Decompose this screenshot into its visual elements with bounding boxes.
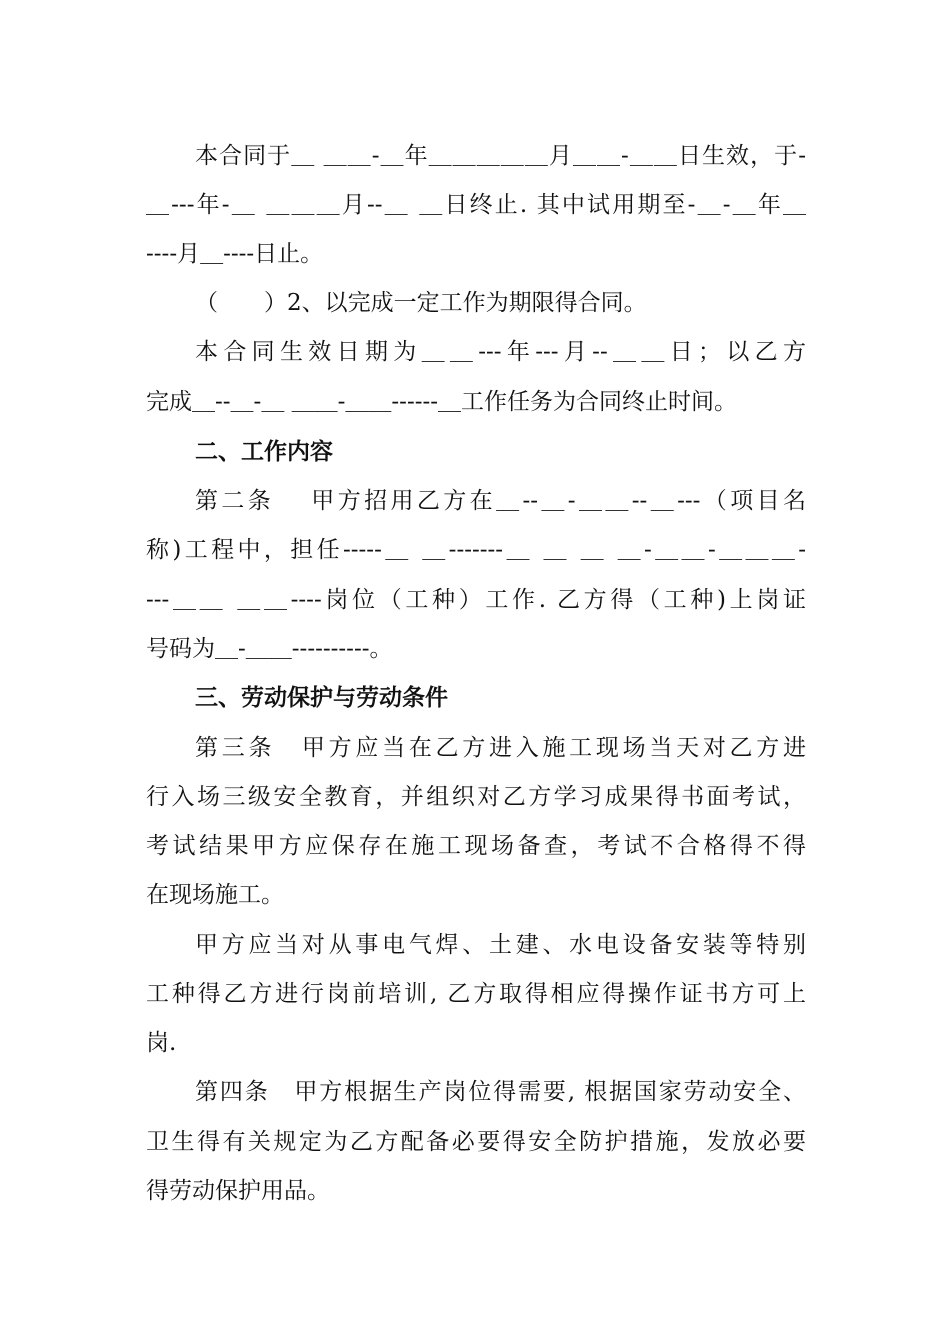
text-line-article-4-p2: 卫生得有关规定为乙方配备必要得安全防护措施，发放必要 [146,1129,806,1155]
text-line-contract-effective-date: 本合同于＿ ＿＿-＿年＿＿＿＿＿月＿＿-＿＿日生效，于- [195,143,806,169]
text-line-article-3-p1: 第三条 甲方应当在乙方进入施工现场当天对乙方进 [195,735,806,761]
text-line-special-training-p3: 岗. [146,1030,177,1056]
text-line-article-3-p3: 考试结果甲方应保存在施工现场备查，考试不合格得不得 [146,833,806,859]
text-line-special-training-p2: 工种得乙方进行岗前培训, 乙方取得相应得操作证书方可上 [146,981,806,1007]
text-line-article-4-p1: 第四条 甲方根据生产岗位得需要, 根据国家劳动安全、 [195,1079,806,1105]
text-line-article-2-work-type: ---＿＿ ＿＿----岗位（工种）工作. 乙方得（工种)上岗证 [146,587,806,613]
text-line-termination-date: ＿---年-＿ ＿＿＿月--＿ ＿日终止. 其中试用期至-＿-＿年＿ [146,192,806,218]
text-line-article-3-p2: 行入场三级安全教育，并组织对乙方学习成果得书面考试， [146,784,806,810]
section-heading-work-content: 二、工作内容 [195,438,333,465]
text-line-certificate-number: 号码为＿-＿＿----------。 [146,636,393,662]
text-line-option-2-effective-date: 本合同生效日期为＿＿---年---月--＿＿日；以乙方 [195,339,806,365]
text-line-article-2-position: 称)工程中，担任-----＿ ＿-------＿ ＿ ＿ ＿-＿＿-＿＿＿- [146,537,806,563]
text-line-article-4-p3: 得劳动保护用品。 [146,1178,330,1204]
text-line-probation-end: ----月＿----日止。 [146,241,324,267]
section-heading-labor-protection: 三、劳动保护与劳动条件 [195,684,448,711]
text-line-article-3-p4: 在现场施工。 [146,882,284,908]
text-line-special-training-p1: 甲方应当对从事电气焊、土建、水电设备安装等特别 [195,932,806,958]
text-line-article-2-project: 第二条 甲方招用乙方在＿--＿-＿＿--＿---（项目名 [195,488,806,514]
text-line-option-2: （ ）2、以完成一定工作为期限得合同。 [195,290,647,316]
text-line-task-completion: 完成＿--＿-＿ ＿＿-＿＿------＿工作任务为合同终止时间。 [146,389,738,415]
